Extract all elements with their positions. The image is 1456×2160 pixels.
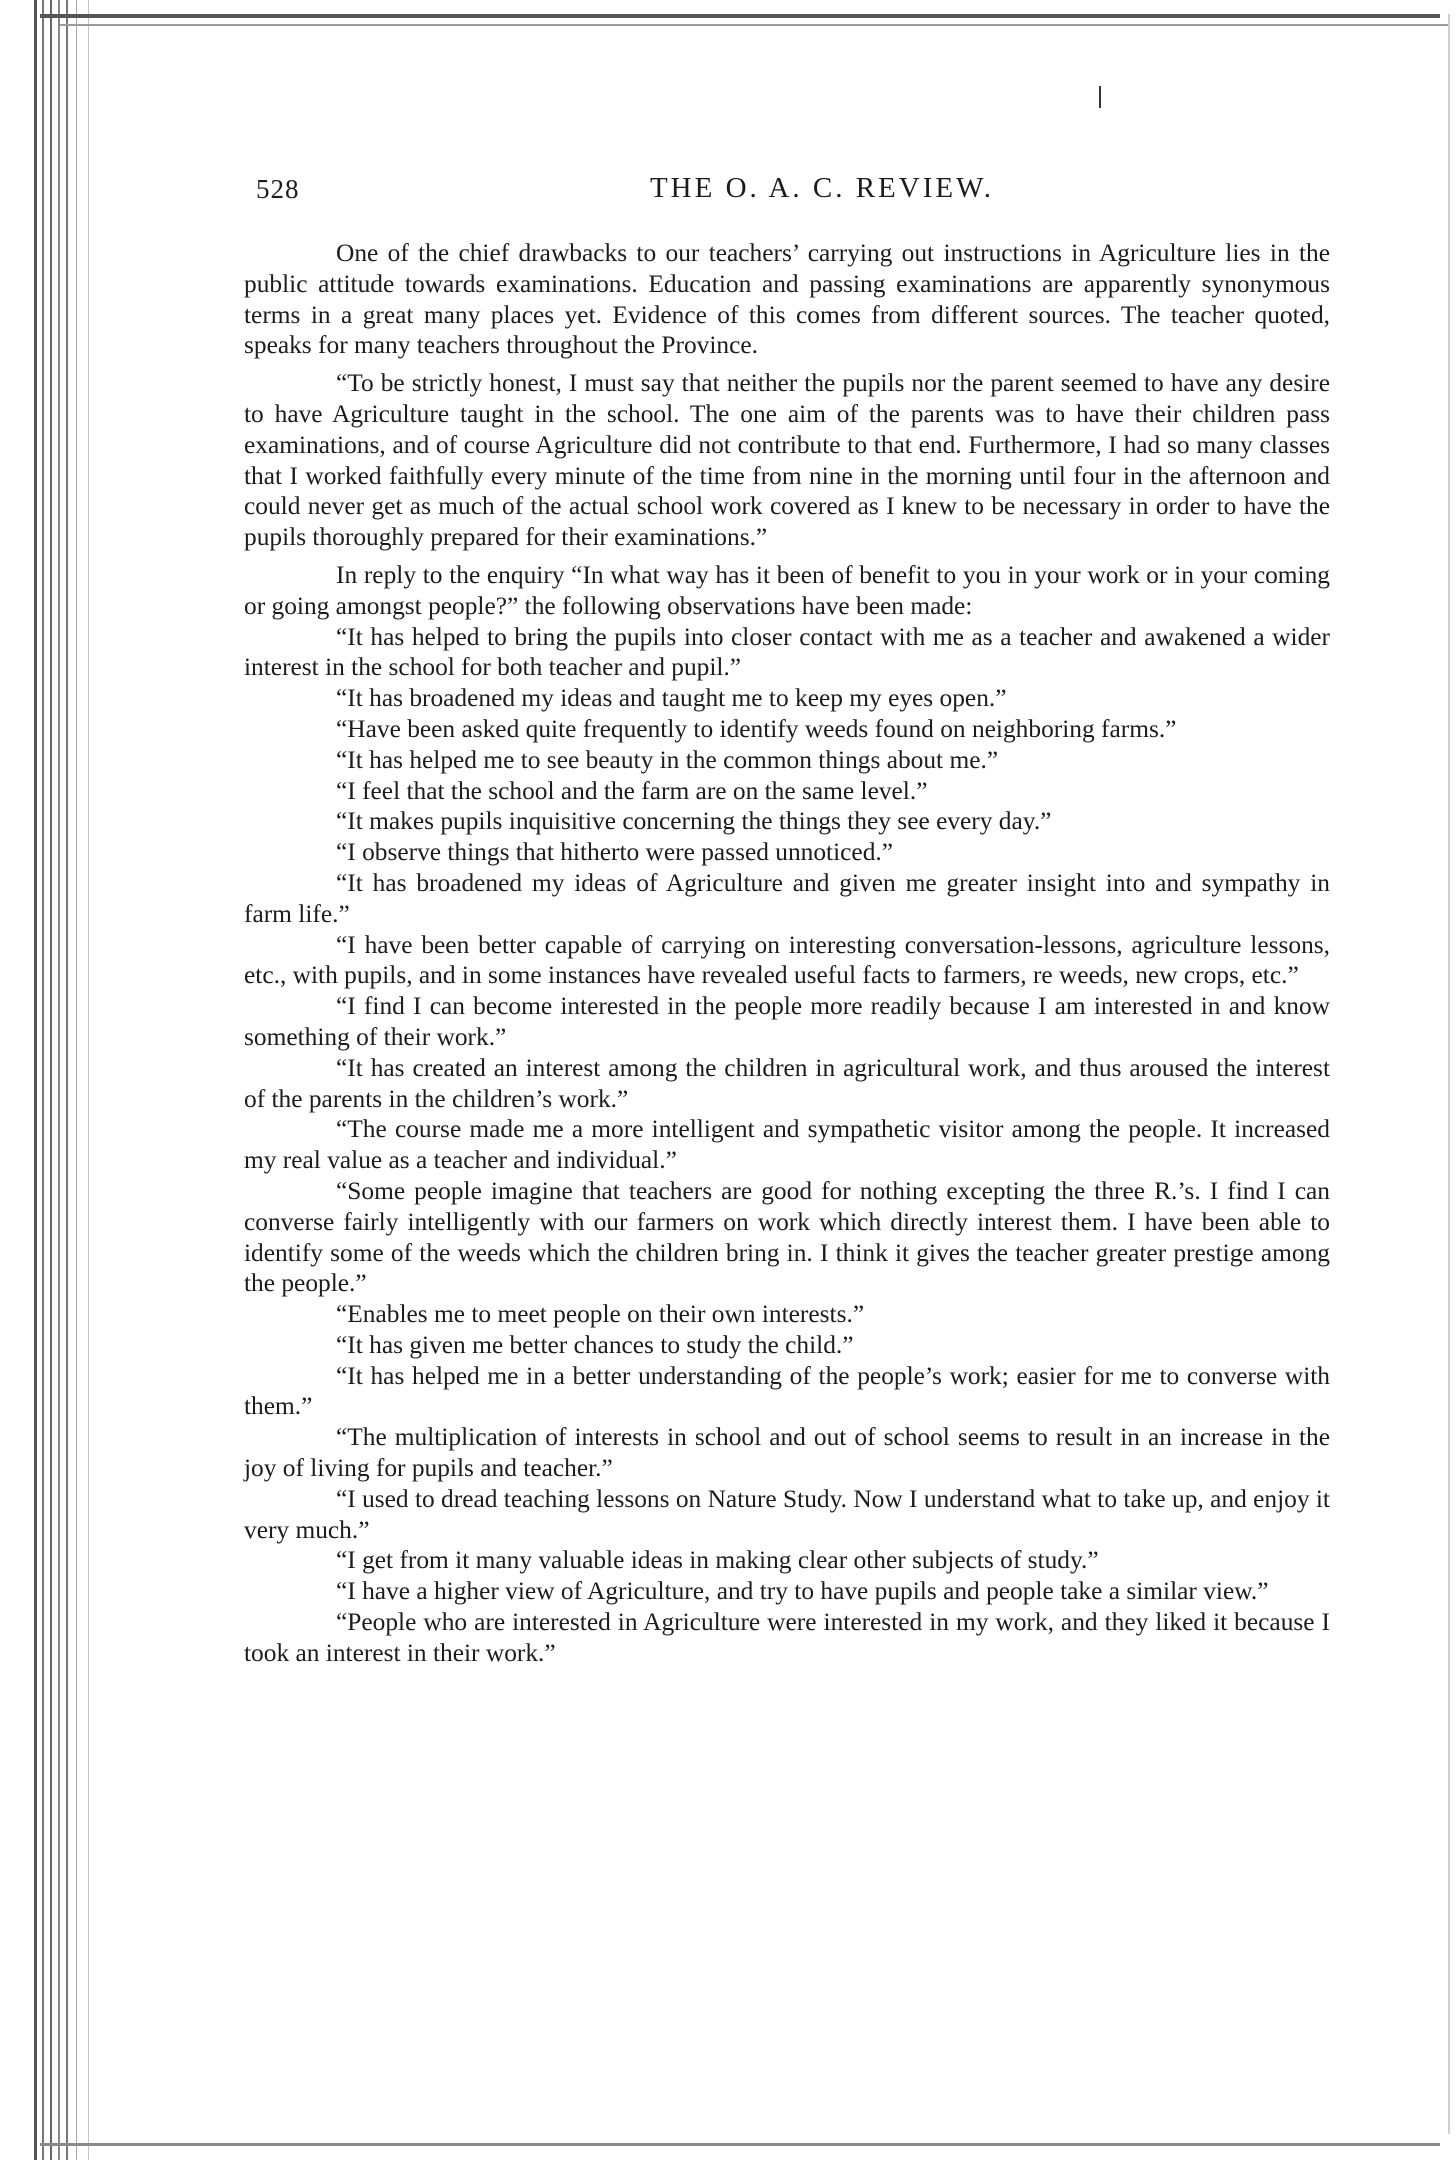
article-body	[244, 238, 1330, 1669]
document-page	[244, 170, 1330, 1669]
paragraph: “The course made me a more intelligent and sympathetic visitor among the people. It increased my real value as a teacher and individual.”	[244, 1115, 1330, 1175]
paragraph: “It has broadened my ideas of Agriculture and given me greater insight into and sympathy in farm life.”	[244, 868, 1330, 928]
paragraph: “It has given me better chances to study the child.”	[336, 1330, 854, 1359]
scan-mark	[1099, 86, 1101, 108]
paragraph: “I observe things that hitherto were passed unnoticed.”	[336, 838, 894, 867]
paragraph: “To be strictly honest, I must say that neither the pupils nor the parent seemed to have any desire to have Agriculture taught in the school. The one aim of the parents was to have their children pass examinations, and of course Agriculture did not contribute to that end. Furthermore, I had so many classes that I worked faithfully every minute of the time from nine in the morning until four in the afternoon and could never get as much of the actual school work covered as I knew to be necessary in order to have the pupils thoroughly prepared for their examinations.”	[244, 369, 1330, 552]
paragraph: “People who are interested in Agriculture were interested in my work, and they liked it because I took an interest in their work.”	[244, 1608, 1330, 1667]
paragraph: One of the chief drawbacks to our teachers’ carrying out instructions in Agriculture lies in the public attitude towards examinations. Education and passing examinations are apparently synonymous terms in a great many places yet. Evidence of this comes from different sources. The teacher quoted, speaks for many teachers throughout the Province.	[244, 239, 1330, 360]
page-bottom-edge	[40, 2143, 1440, 2146]
paragraph: “Enables me to meet people on their own interests.”	[336, 1300, 865, 1329]
paragraph: “It has helped to bring the pupils into closer contact with me as a teacher and awakened a wider interest in the school for both teacher and pupil.”	[244, 622, 1330, 682]
paragraph: “It makes pupils inquisitive concerning the things they see every day.”	[336, 807, 1052, 836]
page-header	[244, 170, 1330, 218]
book-page-edges	[0, 0, 118, 2160]
paragraph: “I get from it many valuable ideas in making clear other subjects of study.”	[336, 1546, 1099, 1575]
paragraph: “It has created an interest among the children in agricultural work, and thus aroused the interest of the parents in the children’s work.”	[244, 1053, 1330, 1113]
page-number: 528	[256, 174, 300, 204]
paragraph: “I have a higher view of Agriculture, and try to have pupils and people take a similar view.”	[336, 1577, 1269, 1606]
page-right-edge	[1448, 14, 1450, 2134]
paragraph: “It has helped me in a better understanding of the people’s work; easier for me to converse with them.”	[244, 1361, 1330, 1421]
page-top-edge	[40, 14, 1440, 18]
paragraph: “I have been better capable of carrying on interesting conversation-lessons, agriculture lessons, etc., with pupils, and in some instances have revealed useful facts to farmers, re weeds, new crops, etc.”	[244, 930, 1330, 990]
paragraph: “I feel that the school and the farm are on the same level.”	[336, 776, 928, 805]
paragraph: “Have been asked quite frequently to identify weeds found on neighboring farms.”	[336, 714, 1177, 743]
paragraph: “I find I can become interested in the people more readily because I am interested in and know something of their work.”	[244, 992, 1330, 1051]
paragraph: “I used to dread teaching lessons on Nature Study. Now I understand what to take up, and enjoy it very much.”	[244, 1484, 1330, 1544]
page-top-edge-inner	[60, 24, 1450, 26]
paragraph: In reply to the enquiry “In what way has it been of benefit to you in your work or in your coming or going amongst people?” the following observations have been made:	[244, 560, 1330, 620]
running-title: THE O. A. C. REVIEW.	[649, 172, 995, 204]
paragraph: “Some people imagine that teachers are good for nothing excepting the three R.’s. I find I can converse fairly intelligently with our farmers on work which directly interest them. I have been able to identify some of the weeds which the children bring in. I think it gives the teacher greater prestige among the people.”	[244, 1176, 1330, 1298]
paragraph: “The multiplication of interests in school and out of school seems to result in an increase in the joy of living for pupils and teacher.”	[244, 1423, 1330, 1483]
paragraph: “It has helped me to see beauty in the common things about me.”	[336, 745, 999, 774]
paragraph: “It has broadened my ideas and taught me to keep my eyes open.”	[336, 684, 1007, 713]
